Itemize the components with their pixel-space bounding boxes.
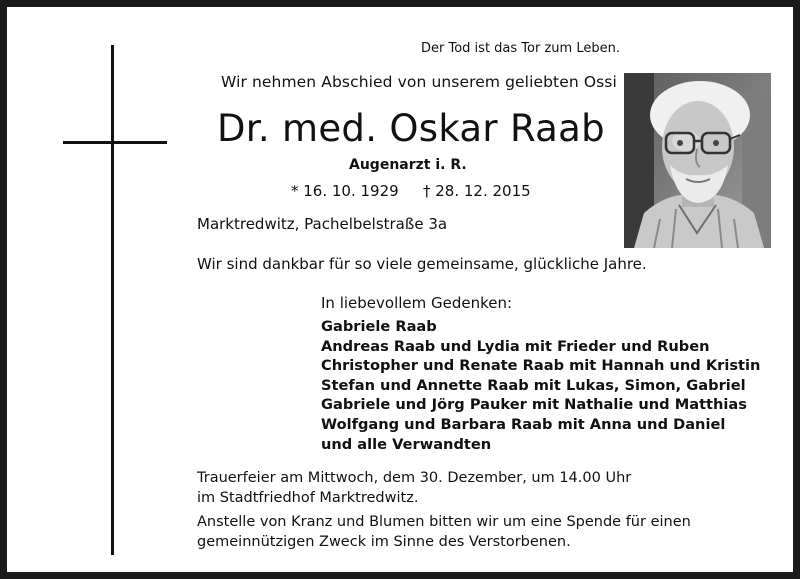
motto: Der Tod ist das Tor zum Leben. <box>421 41 620 56</box>
mourner-entry: und alle Verwandten <box>321 435 492 453</box>
intro-line: Wir nehmen Abschied von unserem geliebten Ossi <box>221 73 617 91</box>
mourner-entry: Stefan und Annette Raab mit Lukas, Simon, Gabriel <box>321 376 746 394</box>
funeral-info <box>197 468 631 508</box>
donation-line: gemeinnützigen Zweck im Sinne des Verstorbenen. <box>197 534 571 550</box>
mourner-entry: Christopher und Renate Raab mit Hannah und Kristin <box>321 357 761 375</box>
profession: Augenarzt i. R. <box>349 157 467 173</box>
mourner-entry: Andreas Raab und Lydia mit Frieder und Ruben <box>321 337 710 355</box>
mourner-entry: Gabriele und Jörg Pauker mit Nathalie und Matthias <box>321 396 747 414</box>
birth-date: * 16. 10. 1929 <box>291 182 399 200</box>
donation-info <box>197 512 691 552</box>
funeral-line: Trauerfeier am Mittwoch, dem 30. Dezember, um 14.00 Uhr <box>197 470 632 486</box>
mourner-entry: Gabriele Raab <box>321 318 437 335</box>
mourner-entry: Wolfgang und Barbara Raab mit Anna und Daniel <box>321 415 726 433</box>
deceased-name: Dr. med. Oskar Raab <box>217 107 605 150</box>
mourners-list <box>321 317 760 454</box>
thanks-line: Wir sind dankbar für so viele gemeinsame, glückliche Jahre. <box>197 255 647 273</box>
memory-intro: In liebevollem Gedenken: <box>321 294 513 312</box>
death-date: † 28. 12. 2015 <box>423 182 531 200</box>
cross-icon <box>63 45 167 555</box>
portrait-photo <box>624 73 771 248</box>
donation-line: Anstelle von Kranz und Blumen bitten wir um eine Spende für einen <box>197 514 691 530</box>
funeral-line: im Stadtfriedhof Marktredwitz. <box>197 490 419 506</box>
address: Marktredwitz, Pachelbelstraße 3a <box>197 215 448 233</box>
